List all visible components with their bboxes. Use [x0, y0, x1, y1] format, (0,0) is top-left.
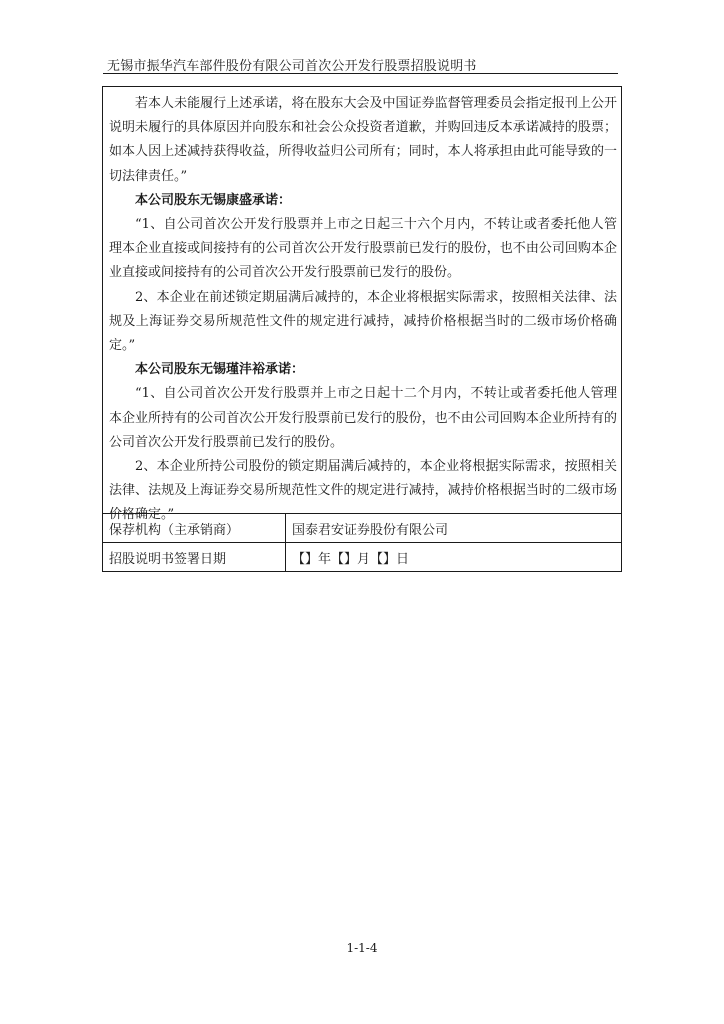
- page-number: 1-1-4: [346, 941, 378, 955]
- shareholder-heading-jinfengyu: 本公司股东无锡瑾沣裕承诺：: [135, 362, 305, 378]
- commitment-text-box: [102, 86, 622, 523]
- document-header-title: 无锡市振华汽车部件股份有限公司首次公开发行股票招股说明书: [107, 59, 477, 74]
- issuance-info-table: [102, 513, 622, 572]
- sponsor-label: 保荐机构（主承销商）: [103, 514, 286, 543]
- sponsor-value: 国泰君安证券股份有限公司: [286, 514, 622, 543]
- commitment-paragraph: 2、本企业在前述锁定期届满后减持的，本企业将根据实际需求，按照相关法律、法规及上海证券交易所规范性文件的规定进行减持，减持价格根据当时的二级市场价格确定。”: [109, 289, 617, 354]
- commitment-paragraph: 若本人未能履行上述承诺，将在股东大会及中国证券监督管理委员会指定报刊上公开说明未履行的具体原因并向股东和社会公众投资者道歉，并购回违反本承诺减持的股票；如本人因上述减持获得收益，所得收益归公司所有；同时，本人将承担由此可能导致的一切法律责任。”: [109, 96, 617, 184]
- header-divider: [103, 73, 618, 74]
- commitment-paragraph: “1、自公司首次公开发行股票并上市之日起十二个月内，不转让或者委托他人管理本企业所持有的公司首次公开发行股票前已发行的股份，也不由公司回购本企业所持有的公司首次公开发行股票前已发行的股份。: [109, 386, 617, 450]
- commitment-paragraph: 2、本企业所持公司股份的锁定期届满后减持的，本企业将根据实际需求，按照相关法律、法规及上海证券交易所规范性文件的规定进行减持，减持价格根据当时的二级市场价格确定。”: [109, 459, 617, 523]
- table-row: [103, 514, 622, 543]
- commitment-paragraph: “1、自公司首次公开发行股票并上市之日起三十六个月内，不转让或者委托他人管理本企业直接或间接持有的公司首次公开发行股票前已发行的股份，也不由公司回购本企业直接或间接持有的公司首次公开发行股票前已发行的股份。: [109, 217, 617, 281]
- signing-date-value: 【】年【】月【】日: [286, 543, 622, 572]
- signing-date-label: 招股说明书签署日期: [103, 543, 286, 572]
- shareholder-heading-kangsheng: 本公司股东无锡康盛承诺：: [135, 192, 292, 208]
- table-row: [103, 543, 622, 572]
